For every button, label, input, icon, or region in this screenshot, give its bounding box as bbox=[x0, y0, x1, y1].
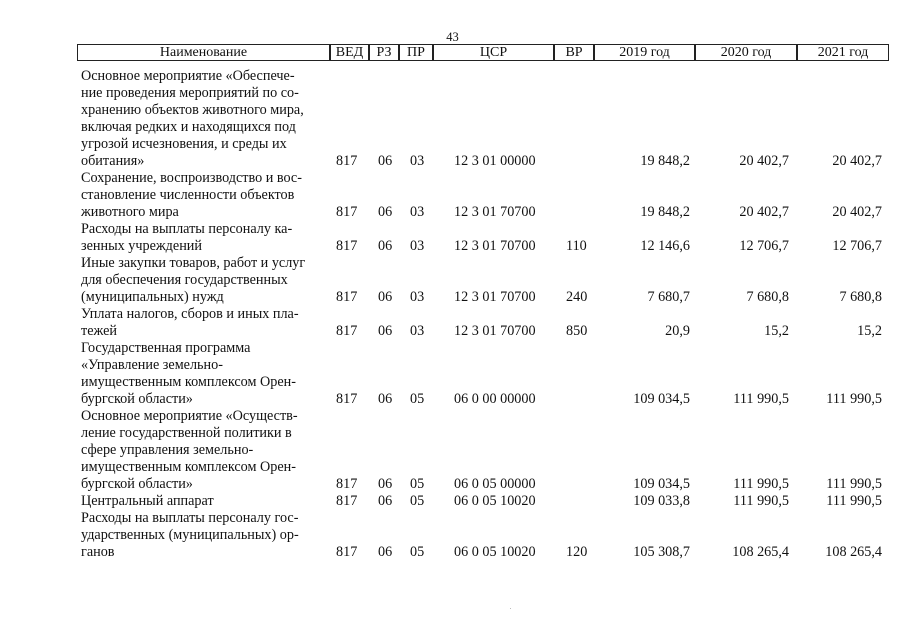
cell-2019: 109 033,8 bbox=[633, 493, 690, 509]
cell-2021: 111 990,5 bbox=[826, 391, 882, 407]
row-name-line: хранению объектов животного мира, bbox=[81, 102, 304, 118]
row-name-line: для обеспечения государственных bbox=[81, 272, 288, 288]
row-name-line: становление численности объектов bbox=[81, 187, 295, 203]
row-name bbox=[81, 221, 321, 255]
cell-vr: 110 bbox=[566, 238, 587, 254]
table-row bbox=[0, 408, 905, 493]
table-header bbox=[77, 44, 889, 63]
cell-2020: 12 706,7 bbox=[739, 238, 789, 254]
header-2019: 2019 год bbox=[594, 44, 695, 61]
table-row bbox=[0, 493, 905, 510]
cell-rz: 06 bbox=[378, 476, 393, 492]
cell-2019: 20,9 bbox=[665, 323, 690, 339]
row-name-line: ударственных (муниципальных) ор- bbox=[81, 527, 299, 543]
row-name bbox=[81, 170, 321, 221]
cell-csr: 12 3 01 00000 bbox=[454, 153, 536, 169]
scan-speck bbox=[510, 608, 511, 609]
cell-rz: 06 bbox=[378, 323, 393, 339]
cell-2020: 20 402,7 bbox=[739, 153, 789, 169]
cell-2019: 7 680,7 bbox=[647, 289, 690, 305]
cell-pr: 05 bbox=[410, 391, 425, 407]
page-number: 43 bbox=[446, 30, 459, 44]
cell-2019: 105 308,7 bbox=[633, 544, 690, 560]
cell-csr: 06 0 05 10020 bbox=[454, 544, 536, 560]
cell-2020: 111 990,5 bbox=[733, 391, 789, 407]
table-row bbox=[0, 306, 905, 340]
row-name-line: Основное мероприятие «Осуществ- bbox=[81, 408, 298, 424]
row-name bbox=[81, 306, 321, 340]
cell-csr: 12 3 01 70700 bbox=[454, 204, 536, 220]
row-name-line: животного мира bbox=[81, 204, 179, 220]
cell-ved: 817 bbox=[336, 323, 358, 339]
cell-vr: 850 bbox=[566, 323, 588, 339]
cell-rz: 06 bbox=[378, 493, 393, 509]
cell-2020: 111 990,5 bbox=[733, 476, 789, 492]
table-row bbox=[0, 170, 905, 221]
row-name-line: Государственная программа bbox=[81, 340, 251, 356]
cell-pr: 03 bbox=[410, 204, 425, 220]
row-name-line: имущественным комплексом Орен- bbox=[81, 459, 296, 475]
cell-pr: 03 bbox=[410, 323, 425, 339]
cell-ved: 817 bbox=[336, 493, 358, 509]
cell-2020: 15,2 bbox=[764, 323, 789, 339]
cell-pr: 03 bbox=[410, 238, 425, 254]
row-name-line: ганов bbox=[81, 544, 115, 560]
row-name-line: сфере управления земельно- bbox=[81, 442, 254, 458]
cell-pr: 03 bbox=[410, 153, 425, 169]
cell-2019: 19 848,2 bbox=[640, 204, 690, 220]
cell-2021: 12 706,7 bbox=[832, 238, 882, 254]
table-row bbox=[0, 340, 905, 408]
row-name-line: зенных учреждений bbox=[81, 238, 202, 254]
row-name-line: ние проведения мероприятий по со- bbox=[81, 85, 299, 101]
cell-2019: 109 034,5 bbox=[633, 476, 690, 492]
cell-csr: 06 0 00 00000 bbox=[454, 391, 536, 407]
cell-vr: 240 bbox=[566, 289, 588, 305]
cell-2021: 20 402,7 bbox=[832, 204, 882, 220]
cell-2020: 20 402,7 bbox=[739, 204, 789, 220]
row-name-line: ление государственной политики в bbox=[81, 425, 292, 441]
cell-2021: 111 990,5 bbox=[826, 476, 882, 492]
cell-2020: 111 990,5 bbox=[733, 493, 789, 509]
row-name bbox=[81, 408, 321, 493]
row-name-line: Иные закупки товаров, работ и услуг bbox=[81, 255, 306, 271]
cell-pr: 03 bbox=[410, 289, 425, 305]
cell-2021: 15,2 bbox=[857, 323, 882, 339]
cell-rz: 06 bbox=[378, 238, 393, 254]
cell-ved: 817 bbox=[336, 238, 358, 254]
cell-csr: 12 3 01 70700 bbox=[454, 289, 536, 305]
row-name-line: обитания» bbox=[81, 153, 145, 169]
row-name-line: бургской области» bbox=[81, 476, 193, 492]
row-name-line: включая редких и находящихся под bbox=[81, 119, 296, 135]
cell-2019: 19 848,2 bbox=[640, 153, 690, 169]
cell-csr: 06 0 05 00000 bbox=[454, 476, 536, 492]
cell-2021: 7 680,8 bbox=[839, 289, 882, 305]
row-name-line: Сохранение, воспроизводство и вос- bbox=[81, 170, 302, 186]
cell-vr: 120 bbox=[566, 544, 588, 560]
header-pr: ПР bbox=[399, 44, 433, 61]
row-name-line: имущественным комплексом Орен- bbox=[81, 374, 296, 390]
row-name bbox=[81, 493, 321, 510]
row-name-line: бургской области» bbox=[81, 391, 193, 407]
header-vr: ВР bbox=[554, 44, 594, 61]
row-name bbox=[81, 255, 321, 306]
row-name-line: Центральный аппарат bbox=[81, 493, 214, 509]
cell-2021: 111 990,5 bbox=[826, 493, 882, 509]
row-name bbox=[81, 68, 321, 170]
row-name-line: тежей bbox=[81, 323, 118, 339]
cell-rz: 06 bbox=[378, 153, 393, 169]
row-name-line: (муниципальных) нужд bbox=[81, 289, 224, 305]
cell-ved: 817 bbox=[336, 544, 358, 560]
cell-ved: 817 bbox=[336, 204, 358, 220]
header-2020: 2020 год bbox=[695, 44, 797, 61]
row-name-line: Основное мероприятие «Обеспече- bbox=[81, 68, 295, 84]
table-row bbox=[0, 255, 905, 306]
header-rz: РЗ bbox=[369, 44, 399, 61]
cell-ved: 817 bbox=[336, 476, 358, 492]
cell-2019: 109 034,5 bbox=[633, 391, 690, 407]
cell-pr: 05 bbox=[410, 476, 425, 492]
cell-2021: 108 265,4 bbox=[825, 544, 882, 560]
row-name-line: Уплата налогов, сборов и иных пла- bbox=[81, 306, 299, 322]
cell-csr: 06 0 05 10020 bbox=[454, 493, 536, 509]
cell-ved: 817 bbox=[336, 391, 358, 407]
row-name bbox=[81, 340, 321, 408]
row-name-line: угрозой исчезновения, и среды их bbox=[81, 136, 287, 152]
cell-csr: 12 3 01 70700 bbox=[454, 238, 536, 254]
table-row bbox=[0, 68, 905, 170]
cell-rz: 06 bbox=[378, 289, 393, 305]
cell-ved: 817 bbox=[336, 289, 358, 305]
header-name: Наименование bbox=[77, 44, 330, 61]
cell-csr: 12 3 01 70700 bbox=[454, 323, 536, 339]
cell-2020: 7 680,8 bbox=[746, 289, 789, 305]
row-name bbox=[81, 510, 321, 561]
row-name-line: «Управление земельно- bbox=[81, 357, 223, 373]
cell-rz: 06 bbox=[378, 204, 393, 220]
cell-2019: 12 146,6 bbox=[640, 238, 690, 254]
table-row bbox=[0, 510, 905, 561]
header-csr: ЦСР bbox=[433, 44, 554, 61]
row-name-line: Расходы на выплаты персоналу ка- bbox=[81, 221, 293, 237]
header-ved: ВЕД bbox=[330, 44, 369, 61]
cell-ved: 817 bbox=[336, 153, 358, 169]
cell-2020: 108 265,4 bbox=[732, 544, 789, 560]
cell-rz: 06 bbox=[378, 391, 393, 407]
cell-pr: 05 bbox=[410, 493, 425, 509]
cell-pr: 05 bbox=[410, 544, 425, 560]
cell-rz: 06 bbox=[378, 544, 393, 560]
table-row bbox=[0, 221, 905, 255]
header-2021: 2021 год bbox=[797, 44, 889, 61]
cell-2021: 20 402,7 bbox=[832, 153, 882, 169]
row-name-line: Расходы на выплаты персоналу гос- bbox=[81, 510, 299, 526]
